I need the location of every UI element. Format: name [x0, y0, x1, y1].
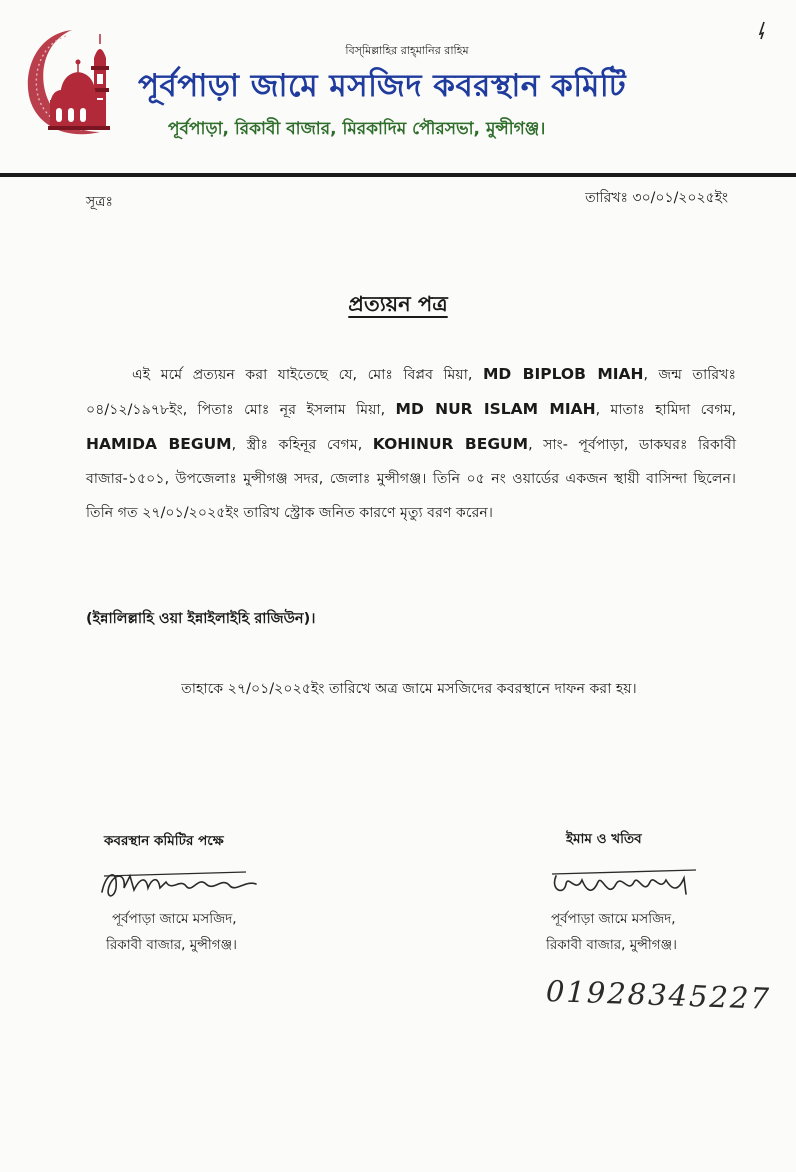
dua-line: (ইন্নালিল্লাহি ওয়া ইন্নাইলাইহি রাজিউন)। — [86, 611, 316, 627]
body-text-part: , জন্ম তারিখঃ ০৪/১২/১৯৭৮ইং, পিতাঃ মোঃ নূর ইসলাম মিয়া, — [86, 367, 737, 418]
body-text-part: , সাং- পূর্বপাড়া, ডাকঘরঃ রিকাবী বাজার-১৫০১, উপজেলাঃ মুন্সীগঞ্জ সদর, জেলাঃ মুন্সীগঞ্জ। তিনি ০৫ নং ওয়ার্ডের একজন স্থায়ী বাসিন্দা ছিলেন। তিনি গত ২৭/০১/২০২৫ইং তারিখ স্ট্রোক জনিত কারণে মৃত্যু বরণ করেন। — [86, 437, 737, 521]
imam-address-line2: রিকাবী বাজার, মুন্সীগঞ্জ। — [546, 937, 677, 953]
certificate-body — [86, 357, 736, 530]
deceased-name-english: MD BIPLOB MIAH — [482, 365, 644, 383]
imam-address-line1: পূর্বপাড়া জামে মসজিদ, — [551, 911, 676, 927]
committee-address-line1: পূর্বপাড়া জামে মসজিদ, — [112, 911, 237, 927]
wife-name-english: KOHINUR BEGUM — [372, 435, 529, 453]
body-text-part: , স্ত্রীঃ কহিনূর বেগম, — [231, 437, 373, 453]
issue-date: তারিখঃ ৩০/০১/২০২৫ইং — [585, 190, 728, 206]
reference-label: সূত্রঃ — [86, 194, 113, 210]
handwritten-phone-number: 01928345227 — [545, 974, 772, 1016]
header-divider — [0, 173, 796, 177]
committee-address-line2: রিকাবী বাজার, মুন্সীগঞ্জ। — [106, 937, 237, 953]
imam-signature — [546, 860, 706, 906]
body-text-part: এই মর্মে প্রত্যয়ন করা যাইতেছে যে, মোঃ বিপ্লব মিয়া, — [132, 367, 483, 383]
father-name-english: MD NUR ISLAM MIAH — [395, 400, 596, 418]
committee-signatory-title: কবরস্থান কমিটির পক্ষে — [104, 833, 224, 849]
organization-name: পূর্বপাড়া জামে মসজিদ কবরস্থান কমিটি — [138, 68, 627, 104]
pen-mark-icon — [756, 20, 768, 40]
bismillah-heading: বিস্‌মিল্লাহির রাহ্‌মানির রাহিম — [345, 44, 469, 57]
document-title: প্রত্যয়ন পত্র — [348, 292, 448, 316]
body-text-part: , মাতাঃ হামিদা বেগম, — [595, 402, 737, 418]
mother-name-english: HAMIDA BEGUM — [86, 435, 232, 453]
committee-signature — [96, 858, 266, 908]
organization-address: পূর্বপাড়া, রিকাবী বাজার, মিরকাদিম পৌরসভা, মুন্সীগঞ্জ। — [168, 119, 546, 139]
burial-statement: তাহাকে ২৭/০১/২০২৫ইং তারিখে অত্র জামে মসজিদের কবরস্থানে দাফন করা হয়। — [181, 681, 637, 697]
imam-signatory-title: ইমাম ও খতিব — [566, 831, 642, 847]
mosque-crescent-logo-icon — [20, 22, 130, 140]
